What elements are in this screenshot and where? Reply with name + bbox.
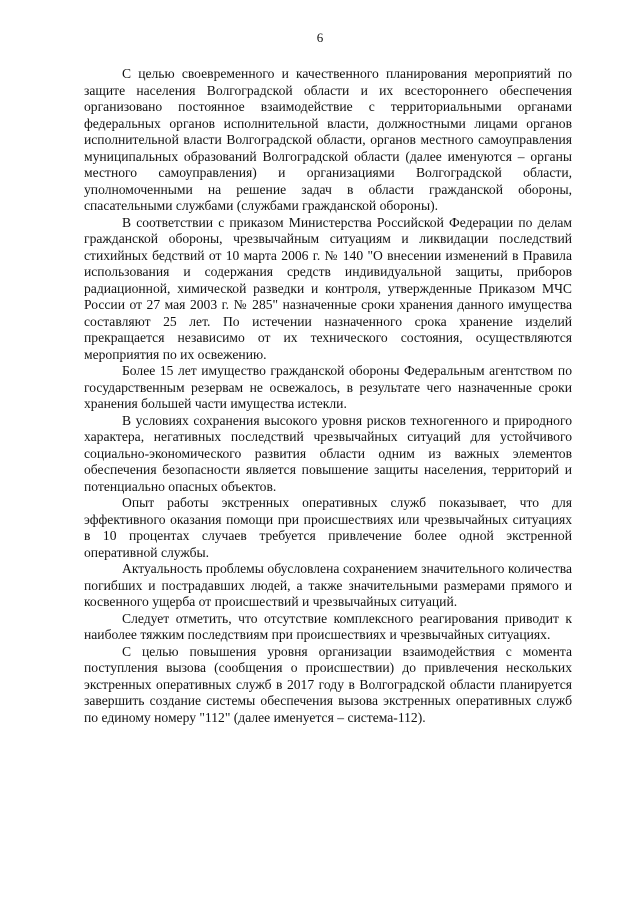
paragraph-risks: В условиях сохранения высокого уровня рисков техногенного и природного характера, негативных последствий чрезвычайных ситуаций для устойчивого социально-экономического развития области одним из важных элементов обеспечения безопасности является повышение защиты населения, территорий и потенциально опасных объектов.	[84, 412, 572, 494]
paragraph-reserve-agency: Более 15 лет имущество гражданской обороны Федеральным агентством по государственным резервам не освежалось, в результате чего назначенные сроки хранения большей части имущества истекли.	[84, 363, 572, 411]
body-text	[84, 66, 572, 726]
paragraph-order-140: В соответствии с приказом Министерства Российской Федерации по делам гражданской обороны, чрезвычайным ситуациям и ликвидации последствий стихийных бедствий от 10 марта 2006 г. № 140 "О внесении изменений в Правила использования и содержания средств индивидуальной защиты, приборов радиационной, химической разведки и контроля, утвержденные Приказом МЧС России от 27 мая 2003 г. № 285" назначенные сроки хранения данного имущества составляют 25 лет. По истечении назначенного срока хранение изделий прекращается независимо от их технического состояния, осуществляются мероприятия по их освежению.	[84, 214, 572, 362]
paragraph-coordination: С целью своевременного и качественного планирования мероприятий по защите населения Волгоградской области и их всестороннего обеспечения организовано постоянное взаимодействие с территориальными органами федеральных органов исполнительной власти, должностными лицами органов исполнительной власти Волгоградской области, органов местного самоуправления муниципальных образований Волгоградской области (далее именуются – органы местного самоуправления) и организациями Волгоградской области, уполномоченными на решение задач в области гражданской обороны, спасательными службами (службами гражданской обороны).	[84, 66, 572, 213]
paragraph-relevance: Актуальность проблемы обусловлена сохранением значительного количества погибших и пострадавших людей, а также значительными размерами прямого и косвенного ущерба от происшествий и чрезвычайных ситуаций.	[84, 561, 572, 609]
paragraph-emergency-services: Опыт работы экстренных оперативных служб показывает, что для эффективного оказания помощи при происшествиях или чрезвычайных ситуациях в 10 процентах случаев требуется привлечение более одной экстренной оперативной службы.	[84, 495, 572, 560]
page-number: 6	[316, 30, 324, 45]
paragraph-complex-response: Следует отметить, что отсутствие комплексного реагирования приводит к наиболее тяжким последствиям при происшествиях и чрезвычайных ситуациях.	[84, 610, 572, 642]
paragraph-system-112: С целью повышения уровня организации взаимодействия с момента поступления вызова (сообщения о происшествии) до привлечения нескольких экстренных оперативных служб в 2017 году в Волгоградской области планируется завершить создание системы обеспечения вызова экстренных оперативных служб по единому номеру "112" (далее именуется – система-112).	[84, 643, 572, 725]
